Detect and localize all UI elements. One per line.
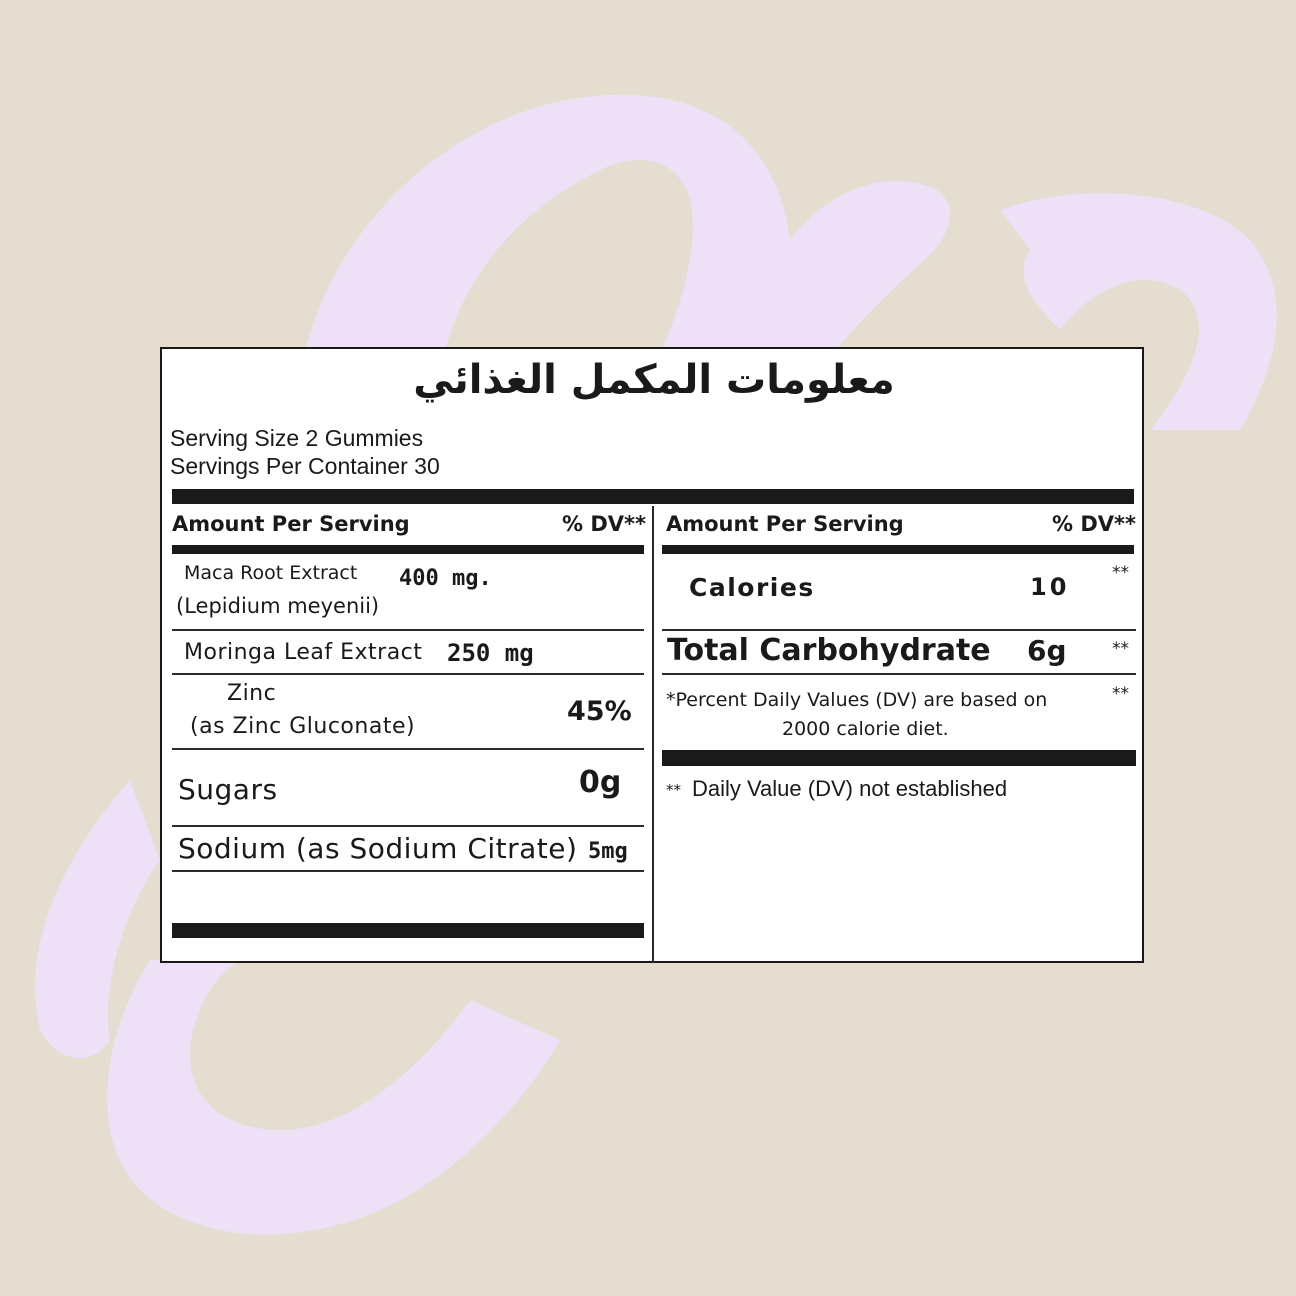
zinc-form: (as Zinc Gluconate) [190, 714, 416, 739]
calories-dv: ** [1112, 563, 1129, 583]
footnote-line-1: *Percent Daily Values (DV) are based on [666, 689, 1048, 711]
supplement-facts-panel [160, 347, 1144, 963]
calories-value: 10 [1030, 573, 1070, 601]
thick-rule-top [172, 489, 1134, 504]
row-divider [172, 673, 644, 675]
row-divider [172, 825, 644, 827]
footnote-dv-mark: ** [1112, 684, 1129, 704]
row-divider [662, 673, 1136, 675]
column-divider [652, 506, 654, 963]
row-divider [172, 629, 644, 631]
zinc-name: Zinc [227, 681, 277, 706]
total-carb-name: Total Carbohydrate [667, 633, 991, 668]
right-header-rule [662, 545, 1134, 554]
row-divider [172, 748, 644, 750]
moringa-name: Moringa Leaf Extract [184, 640, 423, 665]
brand-swoosh-bottom [107, 960, 560, 1235]
sodium-name: Sodium (as Sodium Citrate) [178, 832, 578, 865]
thick-rule-bottom-left [172, 923, 644, 938]
row-divider [662, 629, 1136, 631]
total-carb-dv: ** [1112, 639, 1129, 659]
calories-name: Calories [689, 573, 815, 602]
maca-root-latin: (Lepidium meyenii) [176, 594, 380, 618]
brand-loop-shape [300, 95, 950, 380]
footnote-line-2: 2000 calorie diet. [782, 718, 949, 740]
left-header-rule [172, 545, 644, 554]
row-divider [172, 870, 644, 872]
sugars-amount: 0g [579, 765, 622, 800]
servings-per-container: Servings Per Container 30 [170, 453, 440, 479]
panel-title: معلومات المكمل الغذائي [413, 357, 895, 403]
dv-not-established-note: Daily Value (DV) not established [692, 776, 1008, 801]
thick-rule-right [662, 750, 1136, 766]
right-header-dv: % DV** [1052, 512, 1136, 536]
dv-asterisks: ** [666, 781, 681, 799]
total-carb-value: 6g [1027, 634, 1067, 667]
left-header-amount: Amount Per Serving [172, 512, 410, 536]
sugars-name: Sugars [178, 773, 278, 806]
maca-root-amount: 400 mg. [399, 566, 492, 591]
serving-size: Serving Size 2 Gummies [170, 425, 424, 451]
moringa-amount: 250 mg [447, 639, 534, 667]
right-header-amount: Amount Per Serving [666, 512, 904, 536]
maca-root-name: Maca Root Extract [184, 562, 358, 584]
sodium-amount: 5mg [588, 839, 628, 864]
left-header-dv: % DV** [562, 512, 646, 536]
zinc-dv: 45% [567, 696, 632, 727]
